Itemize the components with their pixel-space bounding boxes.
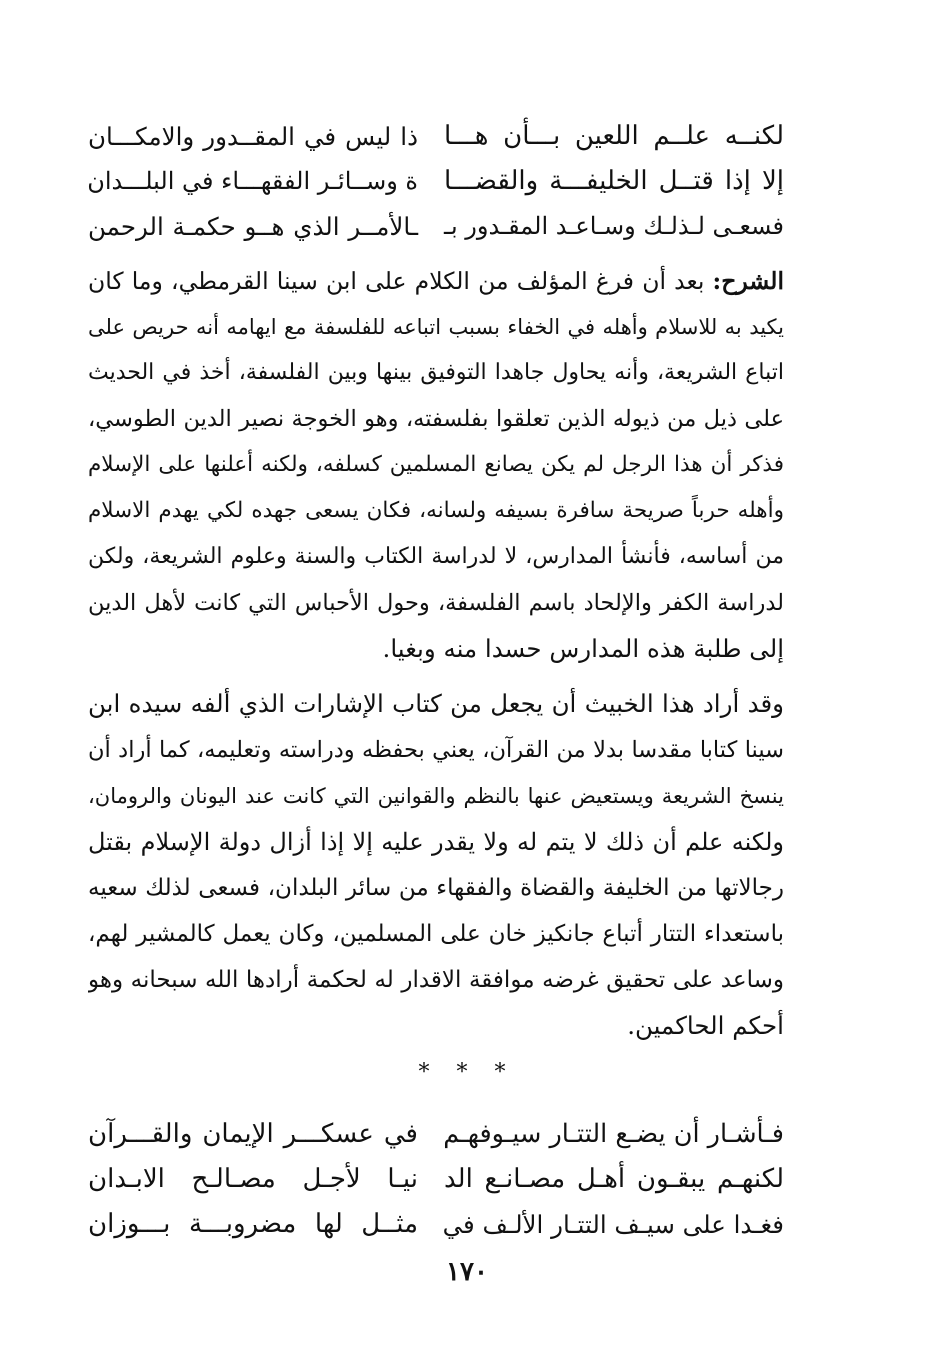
paragraph-line: سينا كتابا مقدسا بدلا من القرآن، يعني بحفظه ودراسته وتعليمه، كما أراد أن xyxy=(88,737,784,763)
verse-second-hemistich: ذا ليس في المقــدور والامكـــان xyxy=(88,122,418,151)
paragraph-line: وساعد على تحقيق غرضه موافقة الاقدار له لحكمة أرادها الله سبحانه وهو xyxy=(88,967,784,993)
commentary-label: الشرح: xyxy=(712,267,784,295)
page-number: ١٧٠ xyxy=(446,1257,488,1287)
paragraph-line: ينسخ الشريعة ويستعيض عنها بالنظم والقوانين التي كانت عند اليونان والرومان، xyxy=(88,784,784,808)
verse-first-hemistich: لكنــه علــم اللعين بـــأن هـــا xyxy=(444,121,784,151)
paragraph-line: وقد أراد هذا الخبيث أن يجعل من كتاب الإشارات الذي ألفه سيده ابن xyxy=(88,689,784,718)
commentary-paragraph xyxy=(88,258,784,672)
verse-first-hemistich: فـأشـار أن يضـع التتـار سيـوفهـم xyxy=(443,1119,784,1149)
verse-first-hemistich: لكنهـم يبقـون أهـل مصـانـع الد xyxy=(444,1164,784,1194)
verse-second-hemistich: ة وســائـر الفقهـــاء في البلـــدان xyxy=(87,167,418,195)
body-paragraph xyxy=(88,681,784,1049)
verse-first-hemistich: فغـدا على سيـف التتـار الألـف في xyxy=(442,1210,784,1239)
paragraph-line: اتباع الشريعة، وأنه يحاول جاهدا التوفيق بينها وبين الفلسفة، أخذ في الحديث xyxy=(88,360,784,385)
verse-second-hemistich: مثــل لها مضروبـــة بـــوزان xyxy=(88,1209,418,1239)
verse-line xyxy=(88,159,784,204)
verse-first-hemistich: إلا إذا قتــل الخليفـــة والقضـــا xyxy=(444,166,784,196)
paragraph-line: باستعداء التتار أتباع جانكيز خان على المسلمين، وكان يعمل كالمشير لهم، xyxy=(88,921,784,947)
paragraph-line: من أساسه، فأنشأ المدارس، لا لدراسة الكتاب والسنة وعلوم الشريعة، ولكن xyxy=(88,544,784,569)
poem-verses-bottom xyxy=(88,1112,784,1247)
paragraph-line: ولكنه علم أن ذلك لا يتم له ولا يقدر عليه إلا إذا أزال دولة الإسلام بقتل xyxy=(88,828,784,856)
verse-line xyxy=(88,204,784,249)
verse-second-hemistich: ـالأمــر الذي هــو حكمـة الرحمن xyxy=(88,212,418,241)
verse-line xyxy=(88,1157,784,1202)
paragraph-line: يكيد به للاسلام وأهله في الخفاء بسبب اتباعه للفلسفة مع ايهامه أنه حريص على xyxy=(88,315,784,339)
verse-line xyxy=(88,114,784,159)
paragraph-line: الشرح: بعد أن فرغ المؤلف من الكلام على ابن سينا القرمطي، وما كان xyxy=(88,267,784,295)
paragraph-line: فذكر أن هذا الرجل لم يكن يصانع المسلمين كسلفه، ولكنه أعلنها على الإسلام xyxy=(88,452,784,477)
poem-verses-top xyxy=(88,114,784,249)
verse-second-hemistich: في عسكـــر الإيمان والقـــرآن xyxy=(88,1119,418,1149)
paragraph-line: وأهله حرباً صريحة سافرة بسيفه ولسانه، فكان يسعى جهده لكي يهدم الاسلام xyxy=(88,498,784,523)
verse-line xyxy=(88,1112,784,1157)
verse-line xyxy=(88,1202,784,1247)
section-separator: * * * xyxy=(418,1060,516,1085)
paragraph-line: رجالاتها من الخليفة والقضاة والفقهاء من سائر البلدان، فسعى لذلك سعيه xyxy=(88,875,784,901)
paragraph-line: أحكم الحاكمين. xyxy=(627,1011,784,1040)
verse-second-hemistich: نيـا لأجـل مصـالـح الابـدان xyxy=(88,1164,418,1194)
verse-first-hemistich: فسعـى لـذلـك وسـاعـد المقـدور بـ xyxy=(443,212,784,240)
paragraph-line: على ذيل من ذيوله الذين تعلقوا بفلسفته، وهو الخوجة نصير الدين الطوسي، xyxy=(88,406,784,432)
paragraph-line: إلى طلبة هذه المدارس حسدا منه وبغيا. xyxy=(382,634,784,663)
paragraph-line: لدراسة الكفر والإلحاد باسم الفلسفة، وحول الأحباس التي كانت لأهل الدين xyxy=(88,590,784,616)
